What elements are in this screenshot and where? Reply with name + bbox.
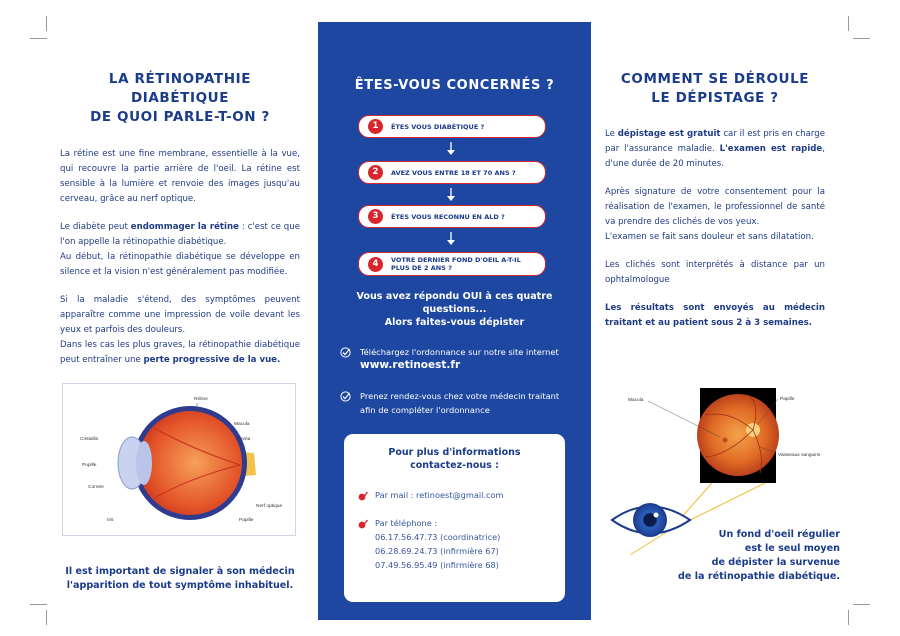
- check-mark-icon: [358, 519, 368, 529]
- crop-mark: [46, 610, 47, 625]
- left-title-line1: LA RÉTINOPATHIE DIABÉTIQUE: [108, 71, 252, 106]
- free-screening-paragraph: [605, 127, 825, 172]
- contact-title-line2: contactez-nous :: [410, 460, 499, 471]
- right-title: [605, 70, 825, 108]
- right-title-line1: COMMENT SE DÉROULE: [620, 71, 810, 87]
- label-macula: Macula: [234, 422, 250, 427]
- arrow-down-icon: [445, 188, 457, 202]
- contact-mail-row: [358, 488, 558, 502]
- download-instruction: [340, 345, 575, 371]
- diabetes-text-pre: Le diabète peut: [60, 222, 131, 232]
- contact-title: [344, 446, 565, 472]
- severe-text-bold: perte progressive de la vue.: [143, 355, 281, 365]
- middle-panel: [318, 22, 591, 620]
- severe-paragraph: [60, 338, 300, 368]
- diabetes-text-bold: endommager la rétine: [130, 222, 239, 232]
- right-note: [665, 528, 840, 584]
- appointment-instruction: [340, 389, 575, 417]
- label-iris: Iris: [107, 518, 114, 523]
- step-number: 3: [368, 209, 383, 224]
- crop-mark: [848, 610, 849, 625]
- label-retine: Rétine: [194, 397, 208, 402]
- right-note-line3: de dépister la survenue: [711, 557, 840, 568]
- step-number: 1: [368, 119, 383, 134]
- check-circle-icon: [340, 391, 351, 402]
- severe-text-pre: Dans les cas les plus graves, la rétinopathie diabétique peut entraîner une: [60, 340, 300, 365]
- diabetes-text-post: : c'est ce que l'on appelle la rétinopathie diabétique.: [60, 222, 300, 247]
- check-circle-icon: [340, 347, 351, 358]
- left-note: [60, 565, 300, 593]
- label-fundus-vaisseaux: Vaisseaux sanguins: [778, 453, 821, 458]
- step-text: ÊTES VOUS DIABÉTIQUE ?: [391, 122, 485, 131]
- interpretation-paragraph: Les clichés sont interprétés à distance par un ophtalmologue: [605, 260, 825, 285]
- appointment-text: Prenez rendez-vous chez votre médecin traitant afin de compléter l'ordonnance: [360, 391, 560, 415]
- answer-text: [318, 290, 591, 329]
- crop-mark: [46, 16, 47, 31]
- left-title: [60, 70, 300, 127]
- label-cristallin: Cristallin: [80, 437, 99, 442]
- painless-paragraph: L'examen se fait sans douleur et sans dilatation.: [605, 232, 814, 242]
- free-text-a: Le: [605, 129, 618, 139]
- symptoms-paragraph: Si la maladie s'étend, des symptômes peuvent apparaître comme une impression de voile devant les yeux et parfois des douleurs.: [60, 295, 300, 335]
- contact-box: [344, 434, 565, 602]
- right-panel: [605, 70, 825, 331]
- left-panel: [60, 70, 300, 368]
- crop-mark: [30, 38, 47, 39]
- free-text-b: dépistage est gratuit: [617, 129, 721, 139]
- answer-line2: questions...: [422, 304, 487, 315]
- step-2: [358, 161, 546, 184]
- contact-mail[interactable]: Par mail : retinoest@gmail.com: [375, 490, 504, 500]
- contact-phone-row: [358, 516, 558, 572]
- fundus-retina-shape: [697, 394, 779, 476]
- contact-phone-2[interactable]: 06.28.69.24.73 (infirmière 67): [375, 546, 499, 556]
- arrow-down-icon: [445, 232, 457, 246]
- middle-title: ÊTES-VOUS CONCERNÉS ?: [354, 78, 555, 93]
- answer-line3: Alors faites-vous dépister: [384, 317, 525, 328]
- diabetes-paragraph: [60, 220, 300, 250]
- check-mark-icon: [358, 491, 368, 501]
- eye-iris-shape: [633, 503, 667, 537]
- eye-globe-shape: [138, 411, 242, 515]
- right-note-line1: Un fond d'oeil régulier: [718, 529, 840, 540]
- crop-mark: [30, 604, 47, 605]
- left-note-line1: Il est important de signaler à son médecin: [65, 566, 295, 577]
- arrow-down-icon: [445, 142, 457, 156]
- label-fundus-macula: Macula: [628, 398, 644, 403]
- crop-mark: [853, 604, 870, 605]
- crop-mark: [848, 16, 849, 31]
- right-note-line4: de la rétinopathie diabétique.: [678, 571, 840, 582]
- early-stage-paragraph: Au début, la rétinopathie diabétique se développe en silence et la vision n'est généralement pas modifiée.: [60, 252, 300, 277]
- free-text-d: L'examen est rapide: [719, 144, 823, 154]
- step-number: 4: [368, 257, 383, 272]
- step-4: [358, 252, 546, 276]
- label-fovea: Fovéa: [237, 437, 251, 442]
- right-title-line2: LE DÉPISTAGE ?: [651, 90, 779, 106]
- answer-line1: Vous avez répondu OUI à ces quatre: [356, 291, 553, 302]
- free-text-e: , d'une durée de 20 minutes.: [605, 144, 825, 169]
- website-link[interactable]: www.retinoest.fr: [360, 359, 461, 371]
- step-number: 2: [368, 165, 383, 180]
- label-nerf-optique: Nerf optique: [256, 504, 283, 509]
- retina-paragraph: La rétine est une fine membrane, essentielle à la vue, qui recouvre la partie arrière de l'oeil. La rétine est sensible à la lumière et renvoie des images jusqu'au cerveau, grâce au nerf optique.: [60, 149, 300, 204]
- consent-paragraph: Après signature de votre consentement pour la réalisation de l'examen, le professionnel de santé va prendre des clichés de vos yeux.: [605, 187, 825, 227]
- step-text: VOTRE DERNIER FOND D'OEIL A-T-IL PLUS DE 2 ANS ?: [391, 256, 521, 272]
- crop-mark: [853, 38, 870, 39]
- eye-anatomy-diagram: [62, 383, 296, 536]
- step-1: [358, 115, 546, 138]
- download-text: Téléchargez l'ordonnance sur notre site internet: [360, 347, 559, 357]
- contact-title-line1: Pour plus d'informations: [388, 447, 521, 458]
- contact-phone-3[interactable]: 07.49.56.95.49 (infirmière 68): [375, 560, 499, 570]
- free-text-c: car il est pris en charge par l'assurance maladie.: [605, 129, 825, 154]
- step-3: [358, 205, 546, 228]
- results-paragraph: Les résultats sont envoyés au médecin traitant et au patient sous 2 à 3 semaines.: [605, 303, 825, 328]
- macula-shape: [723, 438, 728, 443]
- step-text: ÊTES VOUS RECONNU EN ALD ?: [391, 212, 505, 221]
- label-papille: Papille: [239, 518, 254, 523]
- label-fundus-papille: Papille: [780, 397, 795, 402]
- contact-phone-1[interactable]: 06.17.56.47.73 (coordinatrice): [375, 532, 501, 542]
- cornea-shape: [136, 441, 152, 485]
- contact-phone-label: Par téléphone :: [375, 518, 438, 528]
- left-note-line2: l'apparition de tout symptôme inhabituel.: [66, 580, 294, 591]
- left-title-line2: DE QUOI PARLE-T-ON ?: [90, 109, 270, 125]
- right-note-line2: est le seul moyen: [744, 543, 840, 554]
- label-pupille: Pupille: [82, 463, 97, 468]
- label-cornee: Cornée: [88, 485, 104, 490]
- step-text: AVEZ VOUS ENTRE 18 ET 70 ANS ?: [391, 168, 516, 177]
